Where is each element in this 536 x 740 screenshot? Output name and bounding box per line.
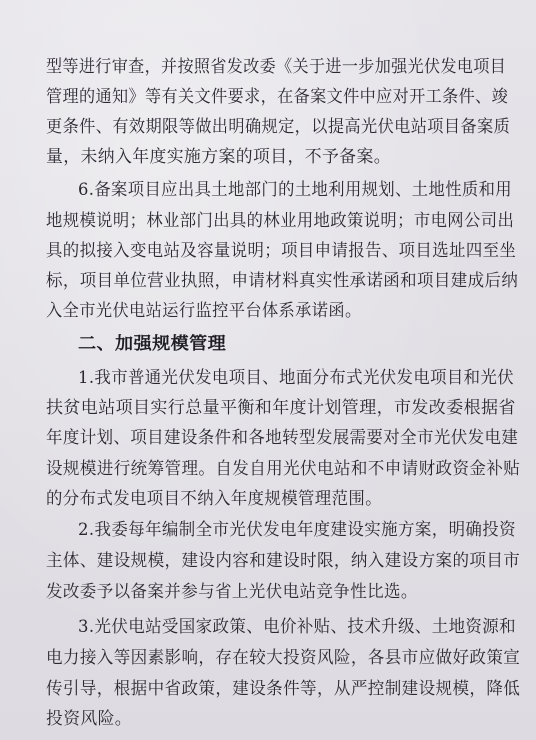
text-line-20: 电力接入等因素影响，存在较大投资风险，各县市应做好政策宣 (46, 648, 521, 668)
text-line-19: 3.光伏电站受国家政策、电价补贴、技术升级、土地资源和 (78, 617, 517, 637)
text-line-14: 设规模进行统筹管理。自发自用光伏电站和不申请财政资金补贴 (46, 459, 521, 479)
text-line-8: 标，项目单位营业执照，申请材料真实性承诺函和项目建成后纳 (46, 271, 519, 291)
section-heading: 二、加强规模管理 (78, 334, 227, 354)
text-line-5: 6.备案项目应出具土地部门的土地利用规划、土地性质和用 (78, 180, 513, 200)
text-line-3: 更条件、有效期限等做出明确规定，以提高光伏电站项目备案质 (46, 117, 511, 137)
text-line-13: 年度计划、项目建设条件和各地转型发展需要对全市光伏发电建 (46, 428, 519, 448)
text-line-21: 传引导，根据中省政策，建设条件等，从严控制建设规模，降低 (46, 679, 521, 699)
text-line-18: 发改委予以备案并参与省上光伏电站竞争性比选。 (46, 582, 418, 602)
text-line-22: 投资风险。 (46, 709, 132, 729)
text-line-15: 的分布式发电项目不纳入年度规模管理范围。 (46, 489, 382, 509)
text-line-4: 量，未纳入年度实施方案的项目，不予备案。 (46, 147, 391, 167)
text-line-1: 型等进行审查，并按照省发改委《关于进一步加强光伏发电项目 (46, 57, 507, 77)
text-line-11: 1.我市普通光伏发电项目、地面分布式光伏发电项目和光伏 (78, 368, 515, 388)
text-line-6: 地规模说明；林业部门出具的林业用地政策说明；市电网公司出 (46, 211, 515, 231)
text-line-9: 入全市光伏电站运行监控平台体系承诺函。 (46, 301, 362, 321)
text-line-17: 主体、建设规模，建设内容和建设时限，纳入建设方案的项目市 (46, 551, 521, 571)
text-line-2: 管理的通知》等有关文件要求，在备案文件中应对开工条件、竣 (46, 87, 509, 107)
text-line-7: 具的拟接入变电站及容量说明；项目申请报告、项目选址四至坐 (46, 241, 517, 261)
text-line-16: 2.我委每年编制全市光伏发电年度建设实施方案，明确投资 (78, 520, 517, 540)
text-line-12: 扶贫电站项目实行总量平衡和年度计划管理，市发改委根据省 (46, 398, 516, 418)
